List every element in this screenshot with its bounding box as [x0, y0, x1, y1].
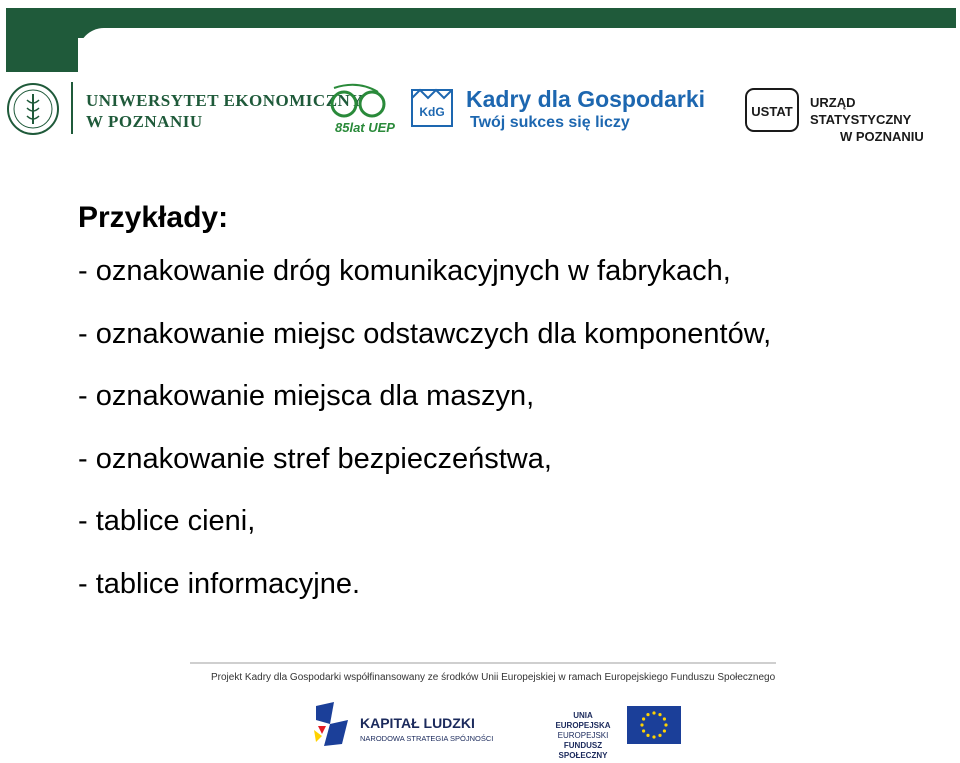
list-item: - oznakowanie miejsca dla maszyn, [78, 380, 535, 412]
ustat-line2: W POZNANIU [840, 129, 924, 144]
eu-text [545, 711, 621, 761]
footer-note: Projekt Kadry dla Gospodarki współfinansowany ze środków Unii Europejskiej w ramach Europejskiego Funduszu Społecznego [211, 672, 776, 683]
eu-line3: FUNDUSZ SPOŁECZNY [558, 741, 608, 760]
uep85-label: 85lat UEP [335, 120, 395, 135]
kapital-ludzki-subtitle: NARODOWA STRATEGIA SPÓJNOŚCI [360, 734, 494, 743]
main-content [78, 196, 771, 623]
list-item: - oznakowanie stref bezpieczeństwa, [78, 442, 552, 475]
eu-flag-icon [627, 706, 681, 744]
ustat-logo-text: USTAT [751, 104, 793, 119]
kdg-slogan: Twój sukces się liczy [470, 114, 630, 131]
ue-logo-line1: UNIWERSYTET EKONOMICZNY [86, 91, 364, 110]
ue-logo-line2: W POZNANIU [86, 112, 203, 131]
kdg-title: Kadry dla Gospodarki [466, 86, 706, 112]
list-item: - oznakowanie miejsc odstawczych dla komponentów, [78, 317, 772, 350]
ustat-logo [745, 88, 799, 132]
page-title: Przykłady: [78, 201, 229, 234]
ue-logo-text [86, 90, 363, 132]
logos-row [0, 78, 960, 144]
kdg-logo-text: KdG [419, 105, 445, 119]
list-item: - oznakowanie dróg komunikacyjnych w fabrykach, [78, 255, 731, 287]
ue-seal-logo [6, 82, 60, 136]
ue-logo-divider [71, 82, 73, 134]
kdg-logo [410, 86, 454, 130]
ustat-name [810, 94, 960, 145]
header-white-curve [78, 28, 960, 74]
kapital-ludzki-title: KAPITAŁ LUDZKI [360, 715, 475, 731]
eu-line2: EUROPEJSKI [557, 731, 609, 740]
ustat-line1: URZĄD STATYSTYCZNY [810, 95, 912, 127]
header-band [0, 0, 960, 70]
list-item: - tablice informacyjne. [78, 567, 361, 600]
eu-line1: UNIA EUROPEJSKA [555, 711, 611, 730]
footer-divider [190, 662, 776, 664]
kapital-ludzki-logo [312, 700, 352, 750]
list-item: - tablice cieni, [78, 505, 256, 537]
header-green-tab [6, 8, 78, 72]
